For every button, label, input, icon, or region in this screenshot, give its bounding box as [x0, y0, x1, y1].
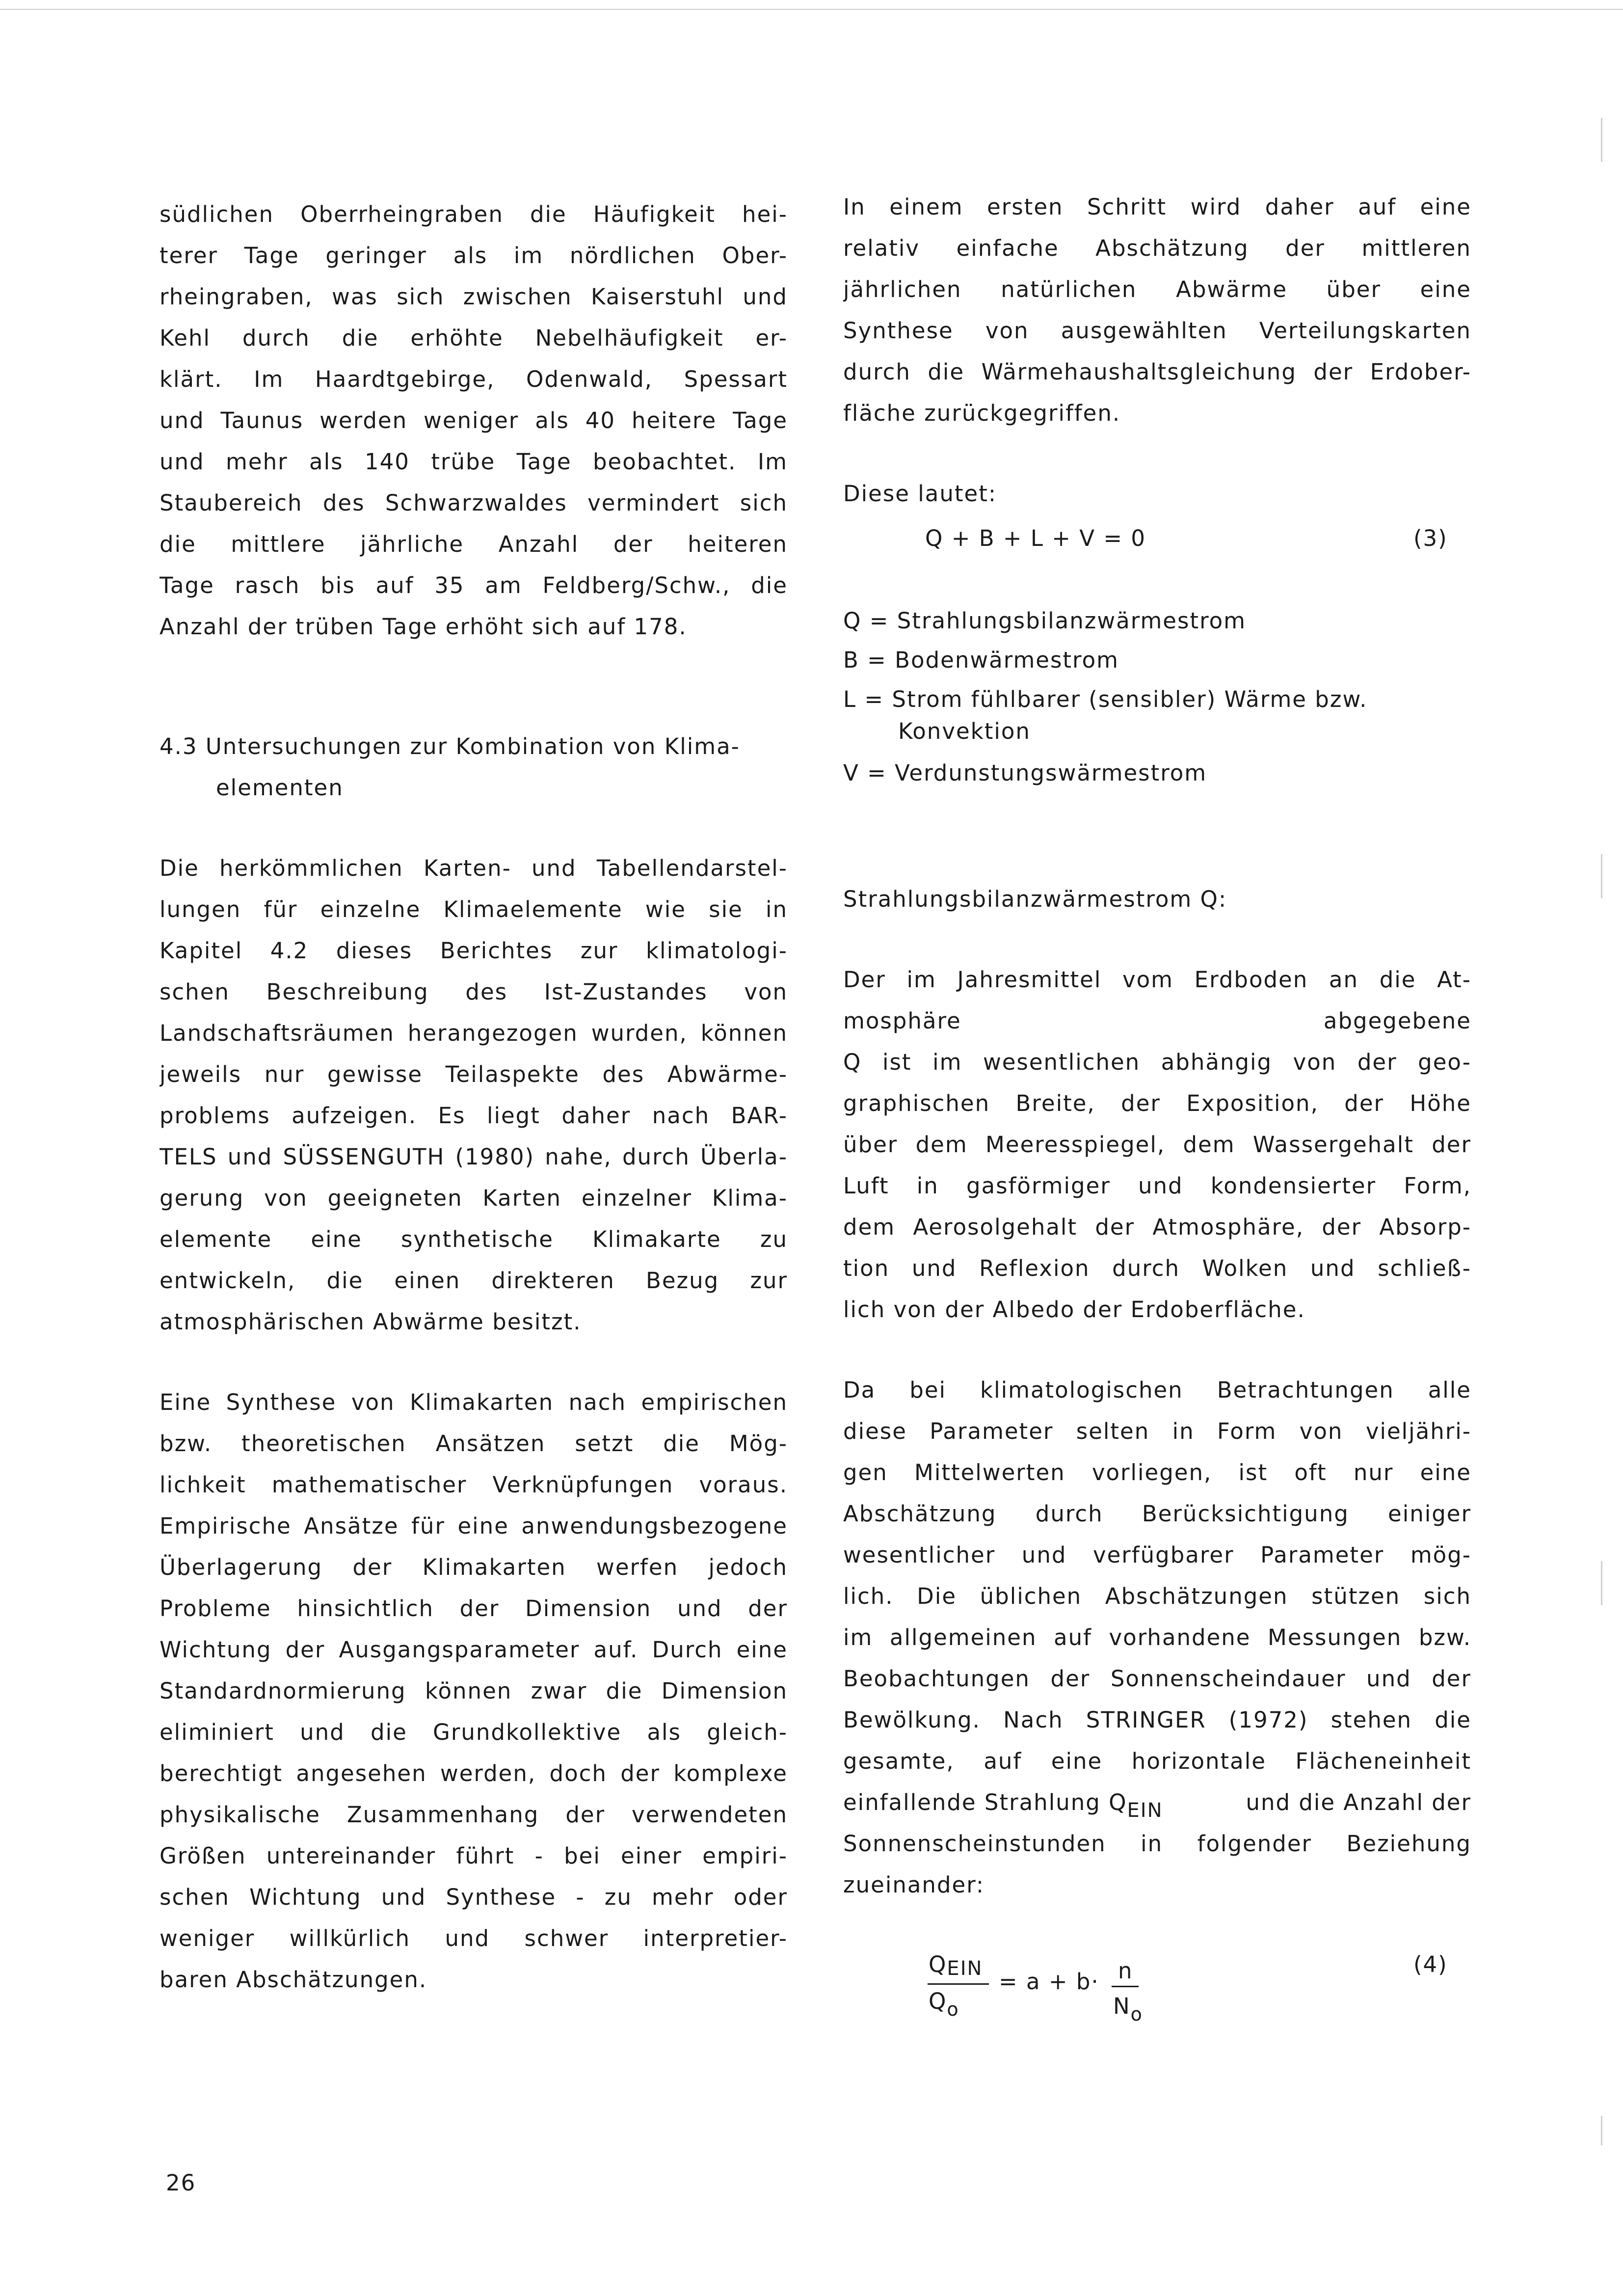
text-line: atmosphärischen Abwärme besitzt. — [160, 1309, 582, 1335]
text-line: Q ist im wesentlichen abhängig von der geo- — [843, 1049, 1471, 1075]
text-line: und Taunus werden weniger als 40 heitere Tage — [160, 407, 788, 433]
text-line: Größen untereinander führt - bei einer empiri- — [160, 1843, 788, 1869]
text-line: Sonnenscheinstunden in folgender Beziehung — [843, 1831, 1471, 1857]
subheading: Strahlungsbilanzwärmestrom Q: — [843, 886, 1227, 912]
text-line: Kapitel 4.2 dieses Berichtes zur klimatologi- — [160, 938, 788, 964]
text-line: Standardnormierung können zwar die Dimension — [160, 1678, 788, 1704]
text-line: Überlagerung der Klimakarten werfen jedoch — [160, 1554, 788, 1580]
fraction-bar — [1112, 1986, 1139, 1987]
text-line: Wichtung der Ausgangsparameter auf. Durch eine — [160, 1637, 788, 1663]
text-line: weniger willkürlich und schwer interpretier- — [160, 1925, 788, 1951]
text-line: Eine Synthese von Klimakarten nach empirischen — [160, 1389, 788, 1415]
definition-item: L = Strom fühlbarer (sensibler) Wärme bzw. — [843, 686, 1368, 712]
text-line: rheingraben, was sich zwischen Kaiserstuhl und — [160, 284, 788, 310]
fraction-denominator: $N_o$ — [1113, 1993, 1143, 2025]
paragraph — [843, 187, 1471, 434]
text-line: Der im Jahresmittel vom Erdboden an die At- — [843, 967, 1471, 993]
text-line: Luft in gasförmiger und kondensierter Form, — [843, 1173, 1471, 1199]
text-line: Da bei klimatologischen Betrachtungen alle — [843, 1377, 1471, 1403]
text-line: lungen für einzelne Klimaelemente wie sie in — [160, 896, 788, 922]
text-line: lich. Die üblichen Abschätzungen stützen sich — [843, 1583, 1471, 1609]
scan-edge-mark — [1601, 118, 1602, 162]
equation-number: (4) — [1413, 1951, 1448, 1977]
paragraph — [160, 1382, 788, 2000]
text-line: baren Abschätzungen. — [160, 1967, 427, 1993]
paragraph — [843, 959, 1471, 1330]
left-column — [160, 194, 788, 2000]
right-column-top — [843, 187, 1471, 514]
text-line: diese Parameter selten in Form von vieljähri- — [843, 1418, 1471, 1444]
text-line: Empirische Ansätze für eine anwendungsbezogene — [160, 1513, 788, 1539]
scan-edge-mark — [1601, 1561, 1602, 1605]
fraction-numerator: QEIN — [929, 1951, 983, 1980]
text-line: Beobachtungen der Sonnenscheindauer und der — [843, 1666, 1471, 1692]
text-line: Bewölkung. Nach STRINGER (1972) stehen die — [843, 1707, 1471, 1733]
heading-line: 4.3 Untersuchungen zur Kombination von Klima- — [160, 733, 740, 759]
text-line: jährlichen natürlichen Abwärme über eine — [843, 276, 1471, 302]
text-line: schen Beschreibung des Ist-Zustandes von — [160, 979, 788, 1005]
text-line: Probleme hinsichtlich der Dimension und der — [160, 1595, 788, 1621]
text-line: Staubereich des Schwarzwaldes vermindert sich — [160, 490, 788, 516]
text-line: terer Tage geringer als im nördlichen Ober- — [160, 243, 788, 269]
text-line: über dem Meeresspiegel, dem Wassergehalt der — [843, 1132, 1471, 1158]
subscript: EIN — [1127, 1799, 1163, 1822]
definition-item: Q = Strahlungsbilanzwärmestrom — [843, 608, 1246, 634]
text-line: bzw. theoretischen Ansätzen setzt die Mög- — [160, 1431, 788, 1457]
text-line: Abschätzung durch Berücksichtigung einiger — [843, 1501, 1471, 1527]
text-line: Die herkömmlichen Karten- und Tabellendarstel- — [160, 855, 788, 881]
text-line: graphischen Breite, der Exposition, der Höhe — [843, 1090, 1471, 1116]
text-line: Diese lautet: — [843, 481, 997, 507]
page-number: 26 — [166, 2170, 196, 2196]
text-line: gesamte, auf eine horizontale Flächeneinheit — [843, 1748, 1471, 1774]
text-line: eliminiert und die Grundkollektive als gleich- — [160, 1719, 788, 1745]
text-line: südlichen Oberrheingraben die Häufigkeit hei- — [160, 201, 788, 227]
text-line: Tage rasch bis auf 35 am Feldberg/Schw., die — [160, 572, 788, 598]
fraction-denominator: $Q_o$ — [929, 1988, 959, 2020]
paragraph — [843, 1370, 1471, 1906]
text-line: TELS und SÜSSENGUTH (1980) nahe, durch Überla- — [160, 1144, 788, 1170]
text-line: entwickeln, die einen direkteren Bezug zur — [160, 1268, 788, 1294]
text-line: dem Aerosolgehalt der Atmosphäre, der Absorp- — [843, 1214, 1471, 1240]
equation-3 — [925, 525, 1146, 551]
equation-middle: = a + b· — [999, 1969, 1099, 1995]
text-line: problems aufzeigen. Es liegt daher nach BAR- — [160, 1103, 788, 1129]
text-line: physikalische Zusammenhang der verwendeten — [160, 1802, 788, 1828]
equation-number: (3) — [1413, 525, 1448, 551]
equation-body: Q + B + L + V = 0 — [925, 525, 1146, 551]
text-line: relativ einfache Abschätzung der mittleren — [843, 235, 1471, 261]
text-line: schen Wichtung und Synthese - zu mehr oder — [160, 1884, 788, 1910]
fraction-bar — [928, 1983, 989, 1985]
text-line: zueinander: — [843, 1872, 985, 1898]
text-line: lich von der Albedo der Erdoberfläche. — [843, 1297, 1305, 1323]
top-scan-rule — [0, 9, 1623, 10]
text-line: durch die Wärmehaushaltsgleichung der Erdober- — [843, 359, 1471, 385]
text-line: gen Mittelwerten vorliegen, ist oft nur eine — [843, 1459, 1471, 1486]
fraction-numerator: n — [1118, 1958, 1133, 1984]
text-line: die mittlere jährliche Anzahl der heiteren — [160, 531, 788, 557]
text-line: jeweils nur gewisse Teilaspekte des Abwärme- — [160, 1061, 788, 1087]
text-line: tion und Reflexion durch Wolken und schließ- — [843, 1255, 1471, 1281]
text-line: Landschaftsräumen herangezogen wurden, können — [160, 1020, 788, 1046]
text-line: Synthese von ausgewählten Verteilungskarten — [843, 318, 1471, 344]
heading-line: elementen — [216, 775, 344, 801]
text-line — [843, 1782, 1471, 1823]
text-line: In einem ersten Schritt wird daher auf eine — [843, 194, 1471, 220]
text-segment: und die Anzahl der — [1246, 1789, 1471, 1815]
text-line: Kehl durch die erhöhte Nebelhäufigkeit er- — [160, 325, 788, 351]
text-line: mosphäre abgegebene — [843, 1008, 1471, 1034]
text-line: elemente eine synthetische Klimakarte zu — [160, 1226, 788, 1252]
text-line: fläche zurückgegriffen. — [843, 400, 1121, 426]
right-column-bottom — [843, 879, 1471, 1906]
scan-edge-mark — [1601, 854, 1602, 898]
definition-item: B = Bodenwärmestrom — [843, 647, 1119, 673]
definition-item: V = Verdunstungswärmestrom — [843, 760, 1207, 786]
text-line: und mehr als 140 trübe Tage beobachtet. Im — [160, 449, 788, 475]
section-heading — [160, 726, 788, 809]
paragraph — [160, 848, 788, 1343]
text-line: im allgemeinen auf vorhandene Messungen bzw. — [843, 1624, 1471, 1650]
text-line: klärt. Im Haardtgebirge, Odenwald, Spessart — [160, 366, 788, 392]
text-line: berechtigt angesehen werden, doch der komplexe — [160, 1760, 788, 1786]
scan-edge-mark — [1601, 2116, 1602, 2145]
definition-list — [843, 601, 1367, 793]
text-line: gerung von geeigneten Karten einzelner Klima- — [160, 1185, 788, 1211]
text-line: lichkeit mathematischer Verknüpfungen voraus. — [160, 1472, 788, 1498]
definition-item: Konvektion — [898, 718, 1031, 744]
text-segment: einfallende Strahlung QEIN — [843, 1789, 1163, 1822]
text-line: Anzahl der trüben Tage erhöht sich auf 178. — [160, 614, 687, 640]
paragraph — [160, 194, 788, 648]
text-line: wesentlicher und verfügbarer Parameter mög- — [843, 1542, 1471, 1568]
